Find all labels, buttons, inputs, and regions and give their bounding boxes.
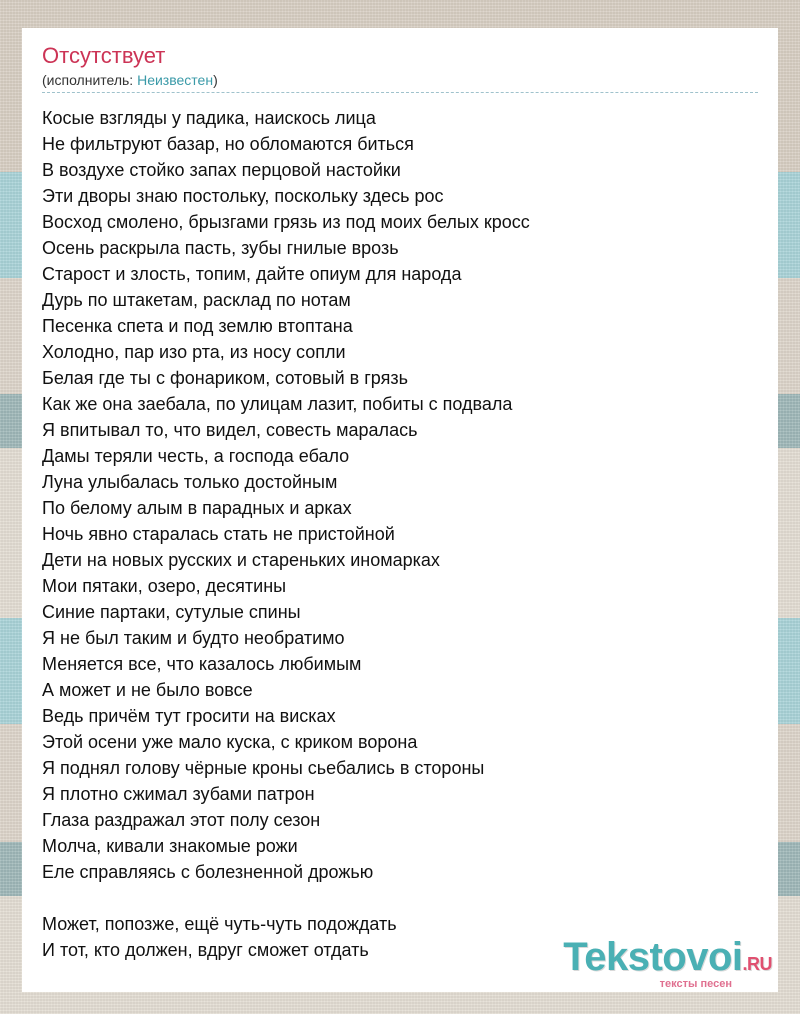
lyric-line: А может и не было вовсе <box>42 680 253 700</box>
lyric-line: Осень раскрыла пасть, зубы гнилые врозь <box>42 238 399 258</box>
lyrics-card <box>22 28 778 992</box>
lyric-line: Глаза раздражал этот полу сезон <box>42 810 321 830</box>
lyric-line: Дамы теряли честь, а господа ебало <box>42 446 350 466</box>
logo-tagline: тексты песен <box>659 978 732 990</box>
lyrics-text <box>42 105 758 963</box>
lyric-line: Ведь причём тут гросити на висках <box>42 706 336 726</box>
artist-meta <box>42 70 758 93</box>
lyric-line: Этой осени уже мало куска, с криком ворона <box>42 732 418 752</box>
lyric-line: По белому алым в парадных и арках <box>42 498 352 518</box>
lyric-line: Мои пятаки, озеро, десятины <box>42 576 287 596</box>
lyric-line: Луна улыбалась только достойным <box>42 472 338 492</box>
lyric-line: Как же она заебала, по улицам лазит, побиты с подвала <box>42 394 513 414</box>
lyric-line: Холодно, пар изо рта, из носу сопли <box>42 342 346 362</box>
site-logo[interactable] <box>563 937 772 990</box>
lyric-line: Старост и злость, топим, дайте опиум для народа <box>42 264 462 284</box>
logo-name: Tekstovoi <box>563 935 743 979</box>
lyric-line: Еле справляясь с болезненной дрожью <box>42 862 374 882</box>
lyric-line: Эти дворы знаю постольку, поскольку здесь рос <box>42 186 444 206</box>
lyric-line: Белая где ты с фонариком, сотовый в грязь <box>42 368 408 388</box>
artist-prefix: (исполнитель: <box>42 72 138 88</box>
lyric-line: Я плотно сжимал зубами патрон <box>42 784 315 804</box>
lyric-line: Синие партаки, сутулые спины <box>42 602 301 622</box>
lyric-line: Дети на новых русских и стареньких иномарках <box>42 550 440 570</box>
lyric-line: И тот, кто должен, вдруг сможет отдать <box>42 940 369 960</box>
artist-link[interactable]: Неизвестен <box>137 72 214 88</box>
lyric-line: Может, попозже, ещё чуть-чуть подождать <box>42 914 397 934</box>
lyric-line: Косые взгляды у падика, наискось лица <box>42 108 376 128</box>
lyric-line: Не фильтруют базар, но обломаются биться <box>42 134 414 154</box>
lyric-line: Я впитывал то, что видел, совесть маралась <box>42 420 418 440</box>
lyric-line: Восход смолено, брызгами грязь из под моих белых кросс <box>42 212 530 232</box>
song-title: Отсутствует <box>42 43 166 68</box>
lyric-line: В воздухе стойко запах перцовой настойки <box>42 160 401 180</box>
lyric-line: Я поднял голову чёрные кроны сьебались в стороны <box>42 758 485 778</box>
lyric-line: Я не был таким и будто необратимо <box>42 628 345 648</box>
lyric-line: Меняется все, что казалось любимым <box>42 654 362 674</box>
logo-tld: .RU <box>742 954 772 974</box>
lyric-line: Ночь явно старалась стать не пристойной <box>42 524 395 544</box>
lyric-line: Молча, кивали знакомые рожи <box>42 836 298 856</box>
artist-suffix: ) <box>213 72 218 88</box>
lyric-line: Песенка спета и под землю втоптана <box>42 316 353 336</box>
lyric-line: Дурь по штакетам, расклад по нотам <box>42 290 351 310</box>
lyrics-stanza <box>42 105 758 885</box>
